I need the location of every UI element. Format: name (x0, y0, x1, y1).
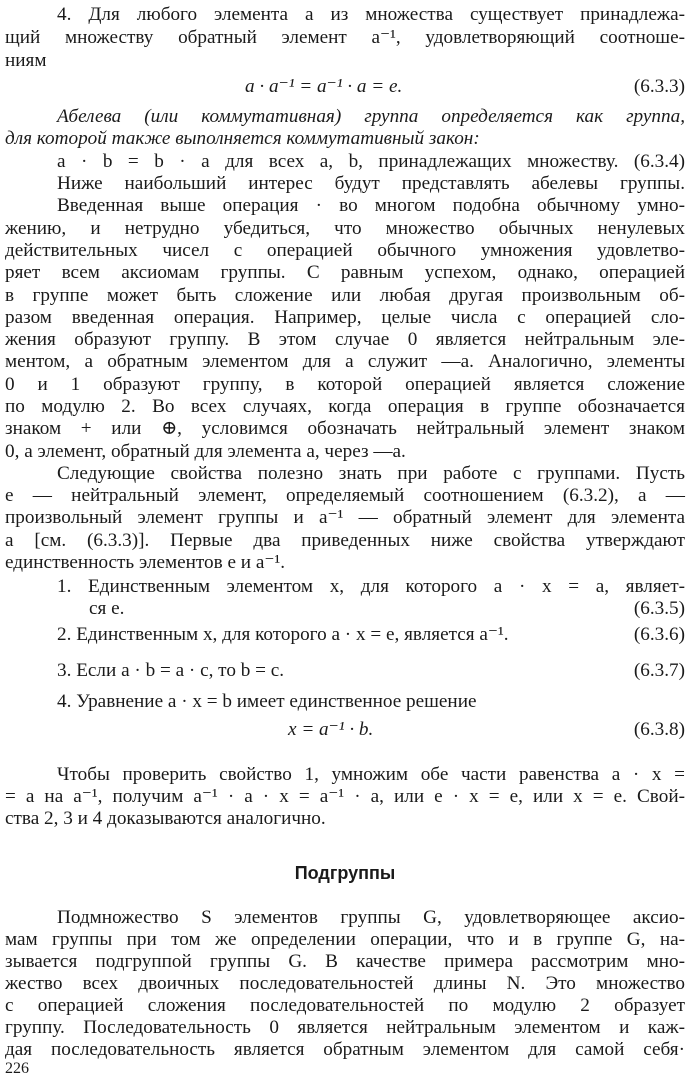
section-heading: Подгруппы (294, 863, 396, 883)
text-line: 3. Если a · b = a · c, то b = c. (57, 660, 285, 681)
equation-number: (6.3.8) (633, 719, 685, 740)
equation-number: (6.3.5) (633, 598, 685, 619)
text-line: a [см. (6.3.3)]. Первые два приведенных ниже свойства утверждают (5, 530, 685, 551)
equation-number: (6.3.6) (633, 624, 685, 645)
text-line: ства 2, 3 и 4 доказываются аналогично. (5, 808, 326, 829)
property-1: 1. Единственным элементом x, для которого a · x = a, являет- (57, 576, 685, 597)
text-line: щий множеству обратный элемент a⁻¹, удовлетворяющий соотноше- (5, 27, 685, 48)
text-line: 2. Единственным x, для которого a · x = e, является a⁻¹. (57, 624, 509, 645)
text-line: ниям (5, 50, 47, 71)
text-line: Следующие свойства полезно знать при работе с группами. Пусть (57, 463, 685, 484)
text-line: зывается подгруппой группы G. В качестве примера рассмотрим мно- (5, 951, 685, 972)
property-4: 4. Уравнение a · x = b имеет единственное решение (57, 691, 477, 712)
equation-number: (6.3.3) (633, 76, 685, 97)
text-line: мам группы при том же определении операции, что и в группе G, на- (5, 929, 685, 950)
text-line: ментом, а обратным элементом для a служит —a. Аналогично, элементы (5, 351, 685, 372)
text-line: a · b = b · a для всех a, b, принадлежащих множеству. (6.3.4) (57, 151, 685, 172)
property-2 (5, 624, 685, 646)
text-line: действительных чисел с операцией обычного умножения удовлетво- (5, 240, 685, 261)
text-line: разом введенная операция. Например, целые числа с операцией сло- (5, 307, 685, 328)
text-line: по модулю 2. Во всех случаях, когда операция в группе обозначается (5, 396, 685, 417)
text-line: Абелева (или коммутативная) группа определяется как группа, (57, 106, 685, 127)
property-3 (5, 660, 685, 682)
property-1-continued (5, 598, 685, 620)
text-line: с операцией сложения последовательностей по модулю 2 образует (5, 995, 685, 1016)
text-line: 4. Для любого элемента a из множества существует принадлежа- (57, 4, 685, 25)
page-number: 226 (5, 1060, 29, 1077)
equation-number: (6.3.7) (633, 660, 685, 681)
text-line: ся e. (89, 598, 125, 619)
text-line: в группе может быть сложение или любая другая произвольным об- (5, 285, 685, 306)
text-line: Чтобы проверить свойство 1, умножим обе части равенства a · x = (57, 764, 685, 785)
text-line: единственность элементов e и a⁻¹. (5, 552, 286, 573)
text-line: Подмножество S элементов группы G, удовлетворяющее аксио- (57, 907, 685, 928)
text-line: жению, и нетрудно убедиться, что множество обычных ненулевых (5, 218, 685, 239)
text-line: жения образуют группу. В этом случае 0 является нейтральным эле- (5, 329, 685, 350)
equation-formula: x = a⁻¹ · b. (288, 719, 374, 740)
text-line: 0 и 1 образуют группу, в которой операцией является сложение (5, 374, 685, 395)
text-line: для которой также выполняется коммутативный закон: (5, 128, 480, 149)
text-line: группу. Последовательность 0 является нейтральным элементом и каж- (5, 1017, 685, 1038)
text-line: знаком + или ⊕, условимся обозначать нейтральный элемент знаком (5, 418, 685, 439)
text-line: ряет всем аксиомам группы. С равным успехом, однако, операцией (5, 262, 685, 283)
text-line: жество всех двоичных последовательностей длины N. Это множество (5, 973, 685, 994)
text-line: e — нейтральный элемент, определяемый соотношением (6.3.2), a — (5, 485, 685, 506)
text-line: произвольный элемент группы и a⁻¹ — обратный элемент для элемента (5, 507, 685, 528)
text-line: дая последовательность является обратным элементом для самой себя· (5, 1039, 685, 1060)
equation-formula: a · a⁻¹ = a⁻¹ · a = e. (245, 76, 403, 97)
text-line: Ниже наибольший интерес будут представлять абелевы группы. (57, 173, 685, 194)
text-line: Введенная выше операция · во многом подобна обычному умно- (57, 195, 685, 216)
text-line: = a на a⁻¹, получим a⁻¹ · a · x = a⁻¹ · a, или e · x = e, или x = e. Свой- (5, 786, 685, 807)
text-line: 0, а элемент, обратный для элемента a, через —a. (5, 441, 406, 462)
